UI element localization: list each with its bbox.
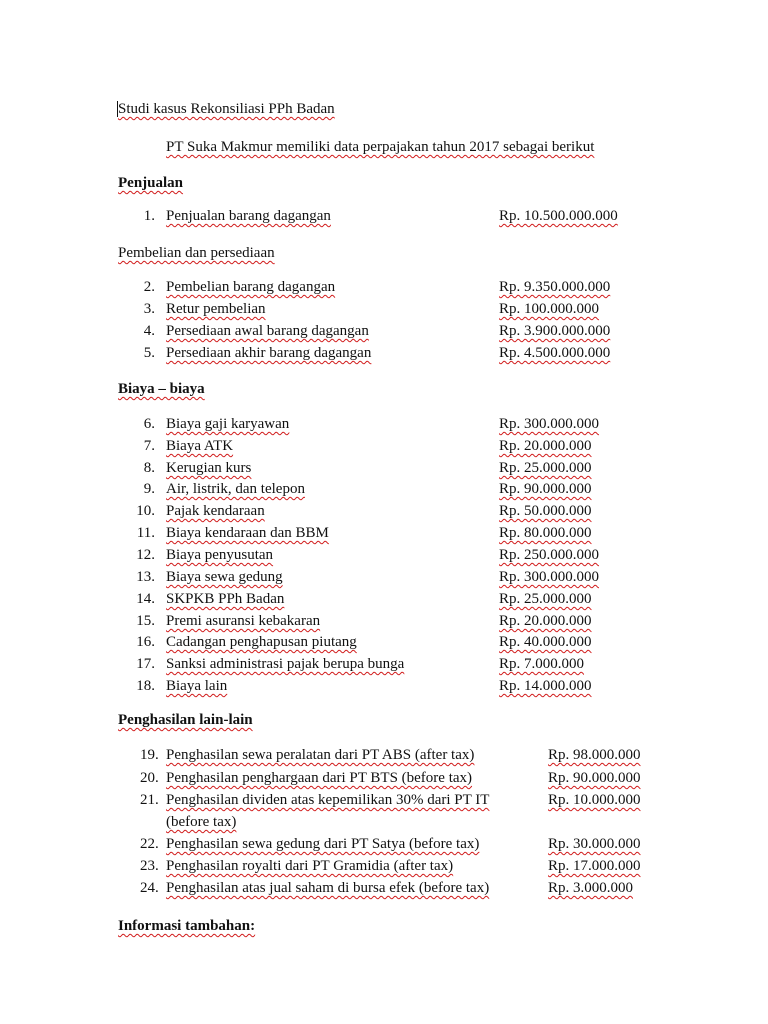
item-number: 24. xyxy=(140,880,159,896)
heading-informasi: Informasi tambahan: xyxy=(118,918,256,934)
item-number: 14. xyxy=(136,591,155,607)
item-amount: Rp. 17.000.000 xyxy=(548,858,641,874)
item-number: 3. xyxy=(143,301,155,317)
heading-biaya: Biaya – biaya xyxy=(118,381,205,397)
item-label: Sanksi administrasi pajak berupa bunga xyxy=(166,656,405,672)
item-number: 15. xyxy=(136,613,155,629)
item-amount: Rp. 250.000.000 xyxy=(499,547,600,563)
item-label: Penghasilan sewa peralatan dari PT ABS (after tax) xyxy=(166,747,475,763)
item-label: Penghasilan sewa gedung dari PT Satya (before tax) xyxy=(166,836,480,852)
heading-penjualan: Penjualan xyxy=(118,175,184,191)
item-number: 16. xyxy=(136,634,155,650)
item-label: Biaya sewa gedung xyxy=(166,569,283,585)
item-amount: Rp. 3.900.000.000 xyxy=(499,323,611,339)
item-label: Persediaan awal barang dagangan xyxy=(166,323,369,339)
item-amount: Rp. 20.000.000 xyxy=(499,438,592,454)
item-number: 8. xyxy=(143,460,155,476)
intro-text: PT Suka Makmur memiliki data perpajakan tahun 2017 sebagai berikut xyxy=(166,139,595,155)
item-number: 12. xyxy=(136,547,155,563)
item-label: Kerugian kurs xyxy=(166,460,252,476)
item-amount: Rp. 100.000.000 xyxy=(499,301,600,317)
item-amount: Rp. 30.000.000 xyxy=(548,836,641,852)
item-number: 20. xyxy=(140,770,159,786)
item-amount: Rp. 9.350.000.000 xyxy=(499,279,611,295)
item-amount: Rp. 50.000.000 xyxy=(499,503,592,519)
item-label: Penghasilan penghargaan dari PT BTS (before tax) xyxy=(166,770,473,786)
item-number: 23. xyxy=(140,858,159,874)
item-amount: Rp. 10.500.000.000 xyxy=(499,208,618,224)
item-label: Biaya lain xyxy=(166,678,228,694)
item-number: 22. xyxy=(140,836,159,852)
item-label: Biaya ATK xyxy=(166,438,234,454)
item-number: 9. xyxy=(143,481,155,497)
item-number: 1. xyxy=(143,208,155,224)
item-number: 4. xyxy=(143,323,155,339)
item-amount: Rp. 4.500.000.000 xyxy=(499,345,611,361)
item-label: Biaya gaji karyawan xyxy=(166,416,290,432)
item-label: Pembelian barang dagangan xyxy=(166,279,336,295)
item-label: Penjualan barang dagangan xyxy=(166,208,331,224)
item-label: Persediaan akhir barang dagangan xyxy=(166,345,372,361)
item-amount: Rp. 90.000.000 xyxy=(548,770,641,786)
item-number: 18. xyxy=(136,678,155,694)
item-amount: Rp. 300.000.000 xyxy=(499,416,600,432)
item-amount: Rp. 80.000.000 xyxy=(499,525,592,541)
item-label: Penghasilan atas jual saham di bursa efek (before tax) xyxy=(166,880,490,896)
item-amount: Rp. 40.000.000 xyxy=(499,634,592,650)
item-number: 11. xyxy=(136,525,155,541)
heading-penghasilan: Penghasilan lain-lain xyxy=(118,712,253,728)
item-number: 17. xyxy=(136,656,155,672)
item-label: Penghasilan dividen atas kepemilikan 30% dari PT IT xyxy=(166,792,490,808)
item-label: Cadangan penghapusan piutang xyxy=(166,634,357,650)
item-amount: Rp. 3.000.000 xyxy=(548,880,634,896)
item-number: 10. xyxy=(136,503,155,519)
item-number: 7. xyxy=(143,438,155,454)
item-number: 6. xyxy=(143,416,155,432)
item-label: Pajak kendaraan xyxy=(166,503,265,519)
item-amount: Rp. 10.000.000 xyxy=(548,792,641,808)
item-label: Air, listrik, dan telepon xyxy=(166,481,305,497)
heading-pembelian: Pembelian dan persediaan xyxy=(118,245,275,261)
item-amount: Rp. 25.000.000 xyxy=(499,460,592,476)
item-number: 13. xyxy=(136,569,155,585)
item-amount: Rp. 20.000.000 xyxy=(499,613,592,629)
item-amount: Rp. 25.000.000 xyxy=(499,591,592,607)
item-number: 19. xyxy=(140,747,159,763)
item-amount: Rp. 90.000.000 xyxy=(499,481,592,497)
item-label: Biaya penyusutan xyxy=(166,547,274,563)
item-label: Premi asuransi kebakaran xyxy=(166,613,321,629)
item-number: 2. xyxy=(143,279,155,295)
item-label: Retur pembelian xyxy=(166,301,266,317)
item-amount: Rp. 98.000.000 xyxy=(548,747,641,763)
item-label: SKPKB PPh Badan xyxy=(166,591,285,607)
item-amount: Rp. 7.000.000 xyxy=(499,656,585,672)
item-label: Penghasilan royalti dari PT Gramidia (after tax) xyxy=(166,858,454,874)
item-number: 21. xyxy=(140,792,159,808)
item-amount: Rp. 300.000.000 xyxy=(499,569,600,585)
item-label: Biaya kendaraan dan BBM xyxy=(166,525,329,541)
item-label-continued: (before tax) xyxy=(166,814,237,830)
item-amount: Rp. 14.000.000 xyxy=(499,678,592,694)
document-title: Studi kasus Rekonsiliasi PPh Badan xyxy=(118,101,335,117)
item-number: 5. xyxy=(143,345,155,361)
